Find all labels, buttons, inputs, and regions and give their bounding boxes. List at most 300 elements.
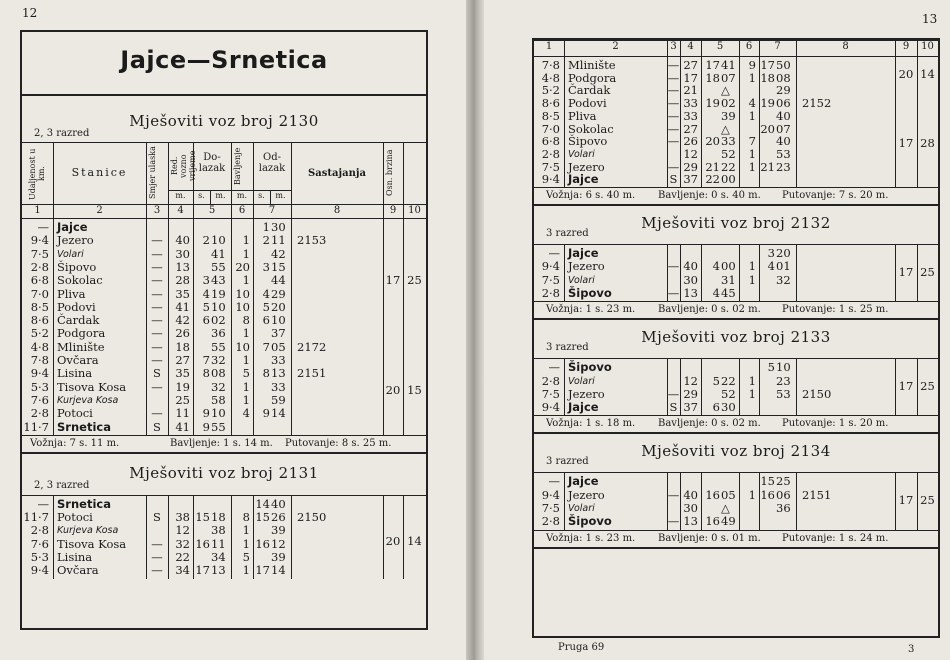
- unit-s: s.: [198, 191, 205, 200]
- odlazak-minute: 25: [776, 474, 791, 489]
- km-cell: —: [548, 246, 560, 260]
- column-number: 7: [268, 205, 276, 216]
- smjer-cell: —: [151, 286, 163, 301]
- page-number: 12: [22, 6, 38, 20]
- station-name: Jezero: [568, 159, 605, 174]
- odlazak-minute: 08: [776, 70, 791, 85]
- smjer-cell: —: [667, 259, 680, 274]
- smjer-cell: —: [151, 299, 163, 314]
- odlazak-hour: 9: [262, 406, 270, 421]
- summary-rule: [534, 301, 938, 302]
- header-odlazak: Od- lazak: [258, 152, 286, 174]
- dolazak-minute: 10: [211, 233, 226, 248]
- sastajanja-cell: 2172: [297, 339, 327, 354]
- station-name: Jajce: [568, 474, 599, 489]
- bavljenje-cell: 1: [748, 108, 756, 123]
- summary-item: Putovanje: 7 s. 20 m.: [782, 190, 889, 201]
- odlazak-hour: 16: [760, 487, 775, 502]
- column-number: 10: [921, 41, 934, 52]
- station-name: Srnetica: [57, 419, 111, 434]
- odlazak-hour: 19: [760, 96, 775, 111]
- bavljenje-cell: 7: [748, 134, 756, 149]
- summary-rule: [534, 530, 938, 531]
- bavljenje-cell: 1: [242, 326, 250, 341]
- odlazak-minute: 36: [776, 501, 791, 515]
- odlazak-hour: 17: [760, 58, 775, 72]
- station-name: Pliva: [568, 108, 597, 123]
- column-rule: [564, 358, 565, 415]
- bavljenje-cell: 1: [748, 259, 756, 274]
- column-number: 10: [408, 205, 421, 216]
- column-number: 8: [333, 205, 341, 216]
- odlazak-minute: 23: [776, 159, 791, 174]
- station-name: Mlinište: [568, 58, 616, 72]
- smjer-cell: S: [153, 419, 161, 434]
- dolazak-minute: 02: [721, 96, 736, 111]
- odlazak-minute: 06: [776, 487, 791, 502]
- section-rule: [534, 318, 938, 320]
- station-name: Ovčara: [57, 353, 99, 367]
- vozno-cell: 26: [175, 326, 190, 341]
- station-name: Sokolac: [568, 121, 614, 136]
- km-cell: 6·8: [541, 134, 560, 149]
- dolazak-hour: 9: [202, 419, 210, 434]
- odlazak-hour: 1: [262, 220, 270, 234]
- header-brzina: Osn. brzina: [385, 149, 394, 197]
- dolazak-minute: 41: [721, 58, 736, 72]
- train-class-2130: 2, 3 razred: [34, 128, 90, 139]
- odlazak-hour: 15: [255, 510, 270, 525]
- summary-rule: [534, 415, 938, 416]
- column-number: 4: [177, 205, 184, 216]
- train-title-2132: Mješoviti voz broj 2132: [641, 214, 831, 232]
- header-column-rule: [680, 40, 681, 56]
- km-cell: 9·4: [541, 487, 560, 502]
- vozno-cell: 29: [683, 386, 698, 401]
- smjer-cell: —: [151, 273, 163, 288]
- odlazak-hour: 5: [767, 360, 775, 375]
- footer-left: Pruga 69: [558, 642, 605, 653]
- summary-item: Bavljenje: 0 s. 02 m.: [658, 304, 761, 316]
- column-number: 8: [842, 41, 849, 52]
- station-name: Podgora: [568, 70, 617, 85]
- station-name: Podovi: [568, 96, 607, 111]
- sastajanja-cell: 2151: [297, 366, 327, 381]
- odlazak-minute: 40: [271, 496, 286, 511]
- bavljenje-cell: 20: [235, 259, 250, 274]
- dolazak-hour: 22: [705, 172, 720, 187]
- odlazak-hour: 8: [262, 366, 270, 381]
- dolazak-hour: 21: [705, 159, 720, 174]
- kocenje-value: 14: [920, 67, 935, 81]
- bavljenje-cell: 1: [242, 353, 250, 367]
- dolazak-minute: 00: [721, 172, 736, 187]
- smjer-cell: —: [667, 134, 680, 149]
- smjer-cell: —: [667, 159, 680, 174]
- dolazak-minute: 02: [211, 313, 226, 328]
- odlazak-minute: 53: [776, 386, 791, 401]
- route-title: Jajce—Srnetica: [120, 46, 328, 74]
- column-rule: [403, 218, 404, 435]
- dolazak-minute: 07: [721, 70, 736, 85]
- km-cell: 5·2: [30, 326, 49, 341]
- station-name: Volari: [568, 274, 595, 286]
- dolazak-minute: 55: [211, 339, 226, 354]
- vozno-cell: 27: [683, 121, 698, 136]
- station-name: Šipovo: [568, 514, 612, 529]
- vozno-cell: 38: [175, 510, 190, 525]
- smjer-cell: —: [151, 313, 163, 328]
- vozno-cell: 27: [683, 58, 698, 72]
- header-kocenje: [405, 144, 421, 202]
- column-number: 5: [208, 205, 216, 216]
- dolazak-hour: 6: [712, 400, 720, 415]
- odlazak-hour: 21: [760, 159, 775, 174]
- km-cell: 5·3: [30, 379, 49, 394]
- unit-m: m.: [175, 191, 186, 200]
- odlazak-minute: 13: [271, 366, 286, 381]
- odlazak-hour: 4: [767, 259, 775, 274]
- vozno-cell: 28: [175, 273, 190, 288]
- km-cell: 7·5: [30, 246, 49, 261]
- bavljenje-cell: 4: [242, 406, 250, 421]
- odlazak-hour: 20: [760, 121, 775, 136]
- header-bavljenje: Bavljenje: [233, 147, 242, 185]
- odlazak-hour: 3: [767, 246, 775, 260]
- bavljenje-cell: 1: [748, 272, 756, 287]
- km-cell: 2·8: [30, 523, 49, 538]
- summary-item: Bavljenje: 1 s. 14 m.: [170, 437, 273, 449]
- table-top-rule: [534, 472, 938, 473]
- header-column-rule: [759, 40, 760, 56]
- station-name: Jezero: [57, 233, 94, 248]
- vozno-cell: 40: [175, 233, 190, 248]
- odlazak-hour: 3: [262, 259, 270, 274]
- dolazak-minute: 05: [721, 487, 736, 502]
- km-cell: 7·6: [30, 392, 49, 407]
- vozno-cell: 33: [683, 96, 698, 111]
- odlazak-minute: 05: [271, 339, 286, 354]
- header-smjer: Smjer ulaska: [148, 146, 157, 200]
- odlazak-hour: 18: [760, 70, 775, 85]
- dolazak-hour: 9: [202, 406, 210, 421]
- dolazak-hour: 6: [202, 313, 210, 328]
- station-name: Potoci: [57, 406, 93, 421]
- bavljenje-cell: 5: [242, 550, 250, 564]
- km-cell: 7·8: [541, 58, 560, 72]
- vozno-cell: 29: [683, 159, 698, 174]
- vozno-cell: 40: [683, 487, 698, 502]
- bavljenje-cell: 1: [242, 379, 250, 394]
- summary-item: Vožnja: 1 s. 18 m.: [546, 418, 636, 430]
- dolazak-minute: 10: [211, 299, 226, 314]
- column-rule: [564, 56, 565, 187]
- smjer-cell: S: [669, 400, 678, 415]
- header-vozno: Red. vozno vrijeme: [170, 150, 197, 182]
- sastajanja-cell: 2150: [297, 510, 327, 525]
- dolazak-minute: 00: [721, 259, 736, 274]
- dolazak-minute: 11: [211, 536, 226, 551]
- km-cell: 7·6: [30, 536, 49, 551]
- odlazak-minute: 53: [776, 146, 791, 161]
- bavljenje-cell: 8: [242, 510, 250, 525]
- header-top-rule: [22, 142, 426, 143]
- smjer-cell: S: [153, 366, 161, 381]
- station-name: Jezero: [568, 487, 605, 502]
- smjer-cell: —: [667, 285, 680, 300]
- vozno-cell: 30: [175, 246, 190, 261]
- train-class-2131: 2, 3 razred: [34, 479, 90, 491]
- dolazak-hour: 16: [195, 536, 210, 551]
- dolazak-minute: 34: [211, 550, 226, 564]
- odlazak-minute: 42: [271, 246, 286, 261]
- station-name: Lisina: [57, 366, 93, 381]
- unit-m: m.: [215, 191, 226, 200]
- dolazak-hour: 2: [202, 233, 210, 248]
- km-cell: 7·5: [541, 159, 560, 174]
- odlazak-minute: 29: [776, 83, 791, 98]
- bavljenje-cell: 1: [748, 386, 756, 401]
- dolazak-hour: 8: [202, 366, 210, 381]
- dolazak-minute: 31: [721, 272, 736, 287]
- station-name: Šipovo: [57, 259, 97, 274]
- book-gutter: [466, 0, 484, 660]
- bavljenje-cell: 1: [242, 273, 250, 288]
- page-number: 13: [922, 12, 938, 26]
- vozno-cell: 40: [683, 259, 698, 274]
- column-rule: [53, 218, 54, 435]
- smjer-cell: —: [151, 550, 163, 564]
- brzina-value: 17: [385, 273, 401, 287]
- odlazak-hour: 2: [262, 233, 270, 248]
- dolazak-minute: 41: [211, 246, 226, 261]
- left-page: [0, 0, 470, 660]
- dolazak-hour: 18: [705, 70, 720, 85]
- dolazak-hour: 4: [712, 285, 720, 300]
- odlazak-minute: 12: [271, 536, 286, 551]
- column-rule: [383, 218, 384, 435]
- km-cell: —: [37, 220, 49, 234]
- summary-item: Putovanje: 1 s. 24 m.: [782, 532, 889, 544]
- column-rule: [53, 495, 54, 579]
- dolazak-hour: 17: [705, 58, 720, 72]
- kocenje-value: 25: [407, 273, 422, 287]
- vozno-cell: 42: [175, 313, 190, 328]
- station-name: Jezero: [568, 259, 605, 274]
- summary-rule: [534, 187, 938, 188]
- station-name: Kurjeva Kosa: [57, 394, 119, 406]
- odlazak-hour: 4: [262, 286, 270, 301]
- column-number: 3: [670, 41, 677, 52]
- km-cell: 7·5: [541, 272, 560, 287]
- station-name: Jezero: [568, 386, 605, 401]
- dolazak-minute: 19: [211, 286, 226, 301]
- summary-item: Vožnja: 1 s. 23 m.: [546, 532, 636, 544]
- train-class-2134: 3 razred: [546, 456, 589, 468]
- bavljenje-cell: 5: [242, 366, 250, 381]
- vozno-cell: 12: [683, 146, 698, 161]
- odlazak-minute: 37: [271, 326, 286, 341]
- section-rule: [534, 432, 938, 434]
- vozno-cell: 35: [175, 286, 190, 301]
- vozno-cell: 25: [175, 392, 190, 407]
- km-cell: 2·8: [541, 373, 560, 388]
- brzina-value: 17: [898, 379, 914, 394]
- bavljenje-cell: 10: [235, 299, 250, 314]
- km-cell: —: [37, 496, 49, 511]
- section-rule: [534, 547, 938, 549]
- train-title-2131: Mješoviti voz broj 2131: [129, 463, 319, 482]
- header-sastajanja: Sastajanja: [308, 168, 366, 179]
- dolazak-minute: 36: [211, 326, 226, 341]
- km-cell: 7·0: [30, 286, 49, 301]
- station-name: Podovi: [57, 299, 96, 314]
- dolazak-hour: 4: [202, 286, 210, 301]
- odlazak-hour: 15: [760, 474, 775, 489]
- header-column-rule: [701, 40, 702, 56]
- vozno-cell: 37: [683, 400, 698, 415]
- bavljenje-cell: 1: [242, 233, 250, 248]
- dolazak-minute: △: [721, 501, 730, 515]
- dolazak-minute: 22: [721, 373, 736, 388]
- brzina-value: 20: [385, 533, 401, 548]
- vozno-cell: 21: [683, 83, 698, 98]
- station-name: Podgora: [57, 326, 106, 341]
- train-title-2134: Mješoviti voz broj 2134: [641, 442, 831, 461]
- train-title-2133: Mješoviti voz broj 2133: [641, 328, 831, 347]
- km-cell: —: [548, 360, 560, 375]
- km-cell: 2·8: [541, 146, 560, 161]
- station-name: Čardak: [568, 83, 611, 98]
- dolazak-minute: 38: [211, 523, 226, 538]
- odlazak-minute: 44: [271, 273, 286, 288]
- vozno-cell: 26: [683, 134, 698, 149]
- dolazak-minute: 43: [211, 273, 226, 288]
- station-name: Jajce: [568, 172, 599, 187]
- station-name: Lisina: [57, 550, 93, 564]
- sastajanja-cell: 2153: [297, 233, 327, 248]
- dolazak-minute: 13: [211, 563, 226, 578]
- vozno-cell: 41: [175, 419, 190, 434]
- station-name: Jajce: [568, 246, 599, 260]
- dolazak-hour: 19: [705, 96, 720, 111]
- station-name: Šipovo: [568, 360, 612, 375]
- bavljenje-cell: 10: [235, 339, 250, 354]
- dolazak-hour: 16: [705, 514, 720, 529]
- vozno-cell: 13: [683, 285, 698, 300]
- station-name: Šipovo: [568, 134, 608, 149]
- station-name: Mlinište: [57, 339, 105, 354]
- column-number: 3: [153, 205, 161, 216]
- station-name: Sokolac: [57, 273, 103, 288]
- summary-item: Putovanje: 1 s. 25 m.: [782, 304, 889, 316]
- station-name: Šipovo: [568, 285, 612, 300]
- vozno-cell: 22: [175, 550, 190, 564]
- train-class-2132: 3 razred: [546, 228, 589, 239]
- column-number: 2: [612, 41, 619, 52]
- column-number: 6: [745, 41, 753, 52]
- bavljenje-cell: 1: [242, 563, 250, 578]
- km-cell: 5·2: [541, 83, 560, 98]
- bavljenje-cell: 9: [748, 58, 756, 72]
- station-name: Potoci: [57, 510, 93, 525]
- header-dolazak: Do- lazak: [198, 152, 226, 174]
- odlazak-minute: 33: [271, 379, 286, 394]
- dolazak-minute: 52: [721, 146, 736, 161]
- station-name: Čardak: [57, 313, 100, 328]
- dolazak-hour: 16: [705, 487, 720, 502]
- vozno-cell: 34: [175, 563, 190, 578]
- vozno-cell: 33: [683, 108, 698, 123]
- km-cell: 7·8: [30, 353, 49, 367]
- vozno-cell: 13: [175, 259, 190, 274]
- brzina-value: 20: [898, 67, 914, 81]
- dolazak-minute: 52: [721, 386, 736, 401]
- header-column-rule: [564, 40, 565, 56]
- header-column-rule: [667, 40, 668, 56]
- brzina-value: 17: [898, 136, 914, 150]
- footer-right: 3: [908, 644, 915, 655]
- km-cell: 2·8: [541, 285, 560, 300]
- brzina-value: 17: [898, 265, 914, 279]
- odlazak-minute: 20: [776, 246, 791, 260]
- vozno-cell: 18: [175, 339, 190, 354]
- dolazak-minute: 39: [721, 108, 736, 123]
- column-number: 9: [902, 41, 910, 52]
- column-number: 2: [96, 205, 103, 216]
- station-name: Volari: [568, 148, 595, 160]
- smjer-cell: —: [151, 339, 163, 354]
- station-name: Jajce: [57, 220, 88, 234]
- kocenje-value: 15: [407, 383, 422, 397]
- summary-item: Bavljenje: 0 s. 02 m.: [658, 418, 761, 430]
- column-number: 1: [34, 205, 41, 216]
- km-cell: 6·8: [30, 273, 49, 288]
- header-column-rule: [739, 40, 740, 56]
- summary-item: Vožnja: 1 s. 23 m.: [546, 304, 636, 316]
- smjer-cell: —: [667, 487, 680, 502]
- odlazak-minute: 40: [776, 134, 791, 149]
- header-column-rule: [895, 40, 896, 56]
- title-rule: [22, 94, 426, 96]
- km-cell: 8·5: [30, 299, 49, 314]
- km-cell: 2·8: [30, 406, 49, 421]
- odlazak-minute: 07: [776, 121, 791, 136]
- unit-m: m.: [236, 191, 248, 200]
- dolazak-hour: 20: [705, 134, 720, 149]
- odlazak-minute: 40: [776, 108, 791, 123]
- dolazak-hour: 3: [202, 273, 210, 288]
- odlazak-hour: 17: [255, 563, 270, 578]
- odlazak-minute: 29: [271, 286, 286, 301]
- km-cell: 11·7: [23, 419, 49, 434]
- summary-item: Vožnja: 6 s. 40 m.: [546, 190, 636, 201]
- column-number: 7: [774, 41, 781, 52]
- odlazak-minute: 14: [271, 563, 286, 578]
- odlazak-minute: 06: [776, 96, 791, 111]
- dolazak-hour: 17: [195, 563, 210, 578]
- brzina-value: 20: [385, 383, 401, 397]
- odlazak-hour: 16: [255, 536, 270, 551]
- vozno-cell: 12: [683, 373, 698, 388]
- column-number: 1: [545, 41, 553, 52]
- header-km: Udaljenost u km.: [28, 148, 46, 200]
- station-name: Srnetica: [57, 496, 111, 511]
- dolazak-minute: 18: [211, 510, 226, 525]
- vozno-cell: 30: [683, 501, 698, 515]
- km-cell: 8·5: [541, 108, 560, 123]
- station-name: Pliva: [57, 286, 86, 301]
